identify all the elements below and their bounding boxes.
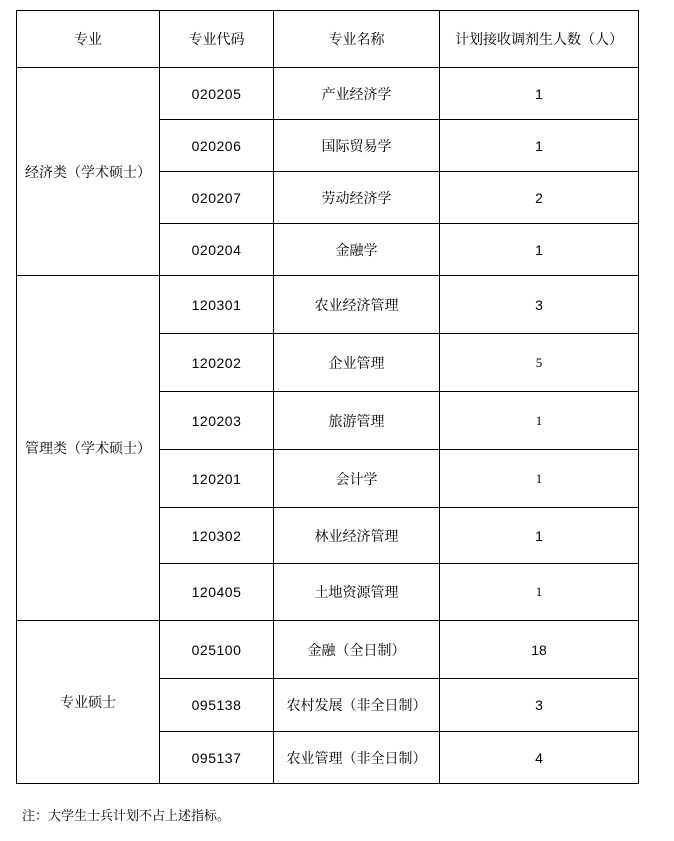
major-code: 020204 — [160, 224, 274, 276]
plan-count: 1 — [440, 508, 639, 564]
major-code: 120202 — [160, 334, 274, 392]
major-name: 劳动经济学 — [274, 172, 440, 224]
plan-count: 18 — [440, 621, 639, 679]
group-label-professional: 专业硕士 — [17, 621, 160, 784]
major-code: 120203 — [160, 392, 274, 450]
plan-count: 1 — [440, 564, 639, 621]
table-row — [17, 68, 639, 120]
major-code: 025100 — [160, 621, 274, 679]
major-name: 土地资源管理 — [274, 564, 440, 621]
plan-count: 1 — [440, 68, 639, 120]
recruitment-plan-table — [16, 10, 639, 784]
group-label-economics: 经济类（学术硕士） — [17, 68, 160, 276]
footnote: 注：大学生士兵计划不占上述指标。 — [22, 809, 231, 824]
plan-count: 3 — [440, 276, 639, 334]
major-name: 农业管理（非全日制） — [274, 732, 440, 784]
major-name: 农业经济管理 — [274, 276, 440, 334]
major-name: 金融（全日制） — [274, 621, 440, 679]
plan-count: 1 — [440, 392, 639, 450]
major-name: 农村发展（非全日制） — [274, 679, 440, 732]
major-code: 020206 — [160, 120, 274, 172]
major-name: 产业经济学 — [274, 68, 440, 120]
major-name: 林业经济管理 — [274, 508, 440, 564]
header-code: 专业代码 — [160, 11, 274, 68]
major-code: 095138 — [160, 679, 274, 732]
table-row — [17, 276, 639, 334]
major-code: 120302 — [160, 508, 274, 564]
plan-count: 1 — [440, 224, 639, 276]
table-row — [17, 621, 639, 679]
major-code: 095137 — [160, 732, 274, 784]
major-name: 旅游管理 — [274, 392, 440, 450]
group-label-management: 管理类（学术硕士） — [17, 276, 160, 621]
header-row — [17, 11, 639, 68]
major-code: 120405 — [160, 564, 274, 621]
plan-count: 1 — [440, 450, 639, 508]
major-code: 020205 — [160, 68, 274, 120]
major-code: 020207 — [160, 172, 274, 224]
plan-count: 2 — [440, 172, 639, 224]
plan-count: 1 — [440, 120, 639, 172]
header-count: 计划接收调剂生人数（人） — [440, 11, 639, 68]
header-name: 专业名称 — [274, 11, 440, 68]
plan-count: 4 — [440, 732, 639, 784]
major-name: 企业管理 — [274, 334, 440, 392]
plan-count: 5 — [440, 334, 639, 392]
major-name: 国际贸易学 — [274, 120, 440, 172]
header-category: 专业 — [17, 11, 160, 68]
major-name: 金融学 — [274, 224, 440, 276]
major-name: 会计学 — [274, 450, 440, 508]
major-code: 120201 — [160, 450, 274, 508]
major-code: 120301 — [160, 276, 274, 334]
plan-count: 3 — [440, 679, 639, 732]
